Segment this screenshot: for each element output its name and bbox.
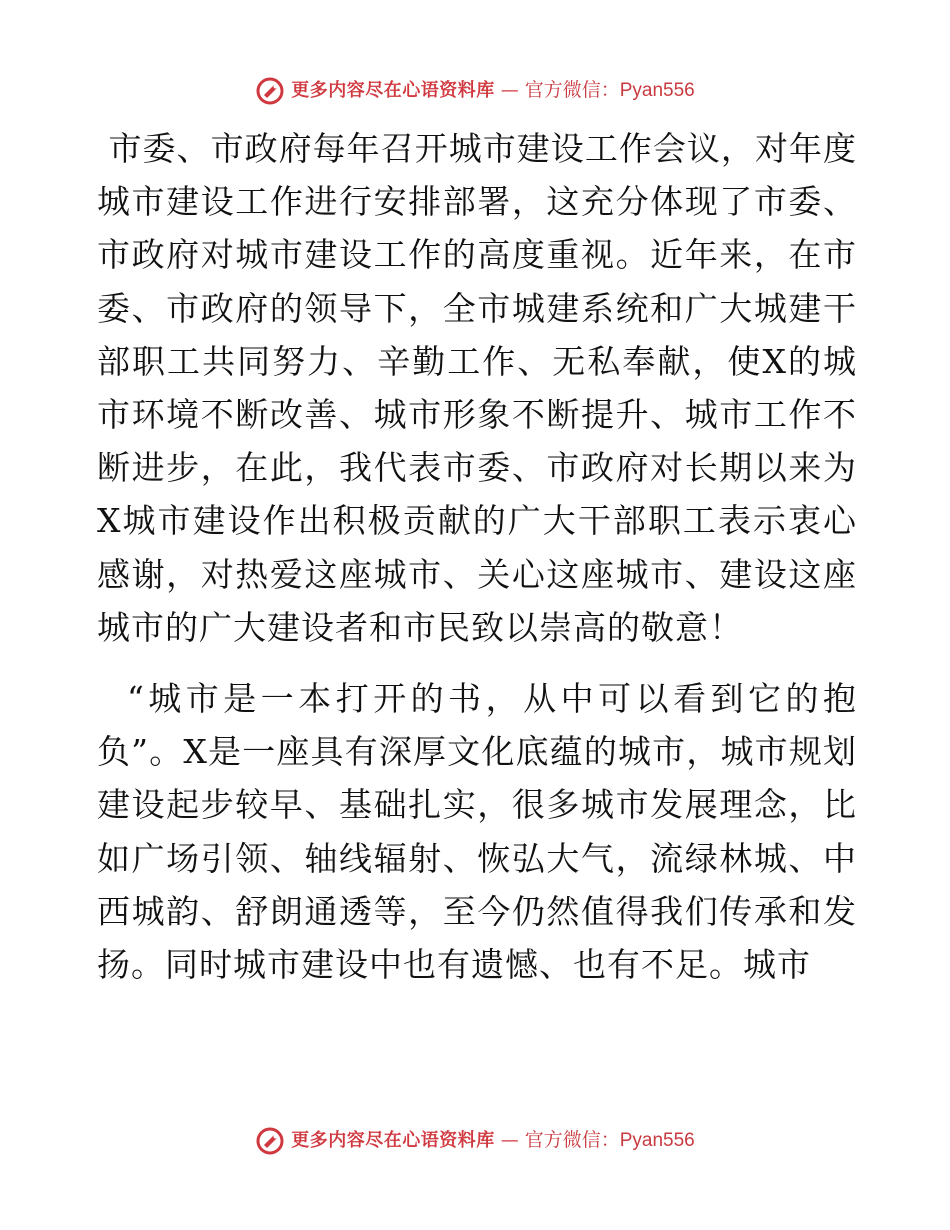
document-body xyxy=(97,122,857,991)
banner-account-text: 官方微信：Pyan556 xyxy=(524,1130,695,1151)
paragraph-2: “城市是一本打开的书，从中可以看到它的抱负”。X是一座具有深厚文化底蕴的城市，城市规划建设起步较早、基础扎实，很多城市发展理念，比如广场引领、轴线辐射、恢弘大气，流绿林城、中西城韵、舒朗通透等，至今仍然值得我们传承和发扬。同时城市建设中也有遗憾、也有不足。城市 xyxy=(97,679,857,985)
paragraph-1: 市委、市政府每年召开城市建设工作会议，对年度城市建设工作进行安排部署，这充分体现了市委、市政府对城市建设工作的高度重视。近年来，在市委、市政府的领导下，全市城建系统和广大城建干部职工共同努力、辛勤工作、无私奉献，使X的城市环境不断改善、城市形象不断提升、城市工作不断进步，在此，我代表市委、市政府对长期以来为X城市建设作出积极贡献的广大干部职工表示衷心感谢，对热爱这座城市、关心这座城市、建设这座城市的广大建设者和市民致以崇高的敬意！ xyxy=(97,129,857,647)
logo-icon xyxy=(255,76,285,106)
banner-account-text: 官方微信：Pyan556 xyxy=(524,80,695,101)
banner-main-text: 更多内容尽在心语资料库 xyxy=(291,1130,495,1151)
banner-dash: — xyxy=(500,80,519,101)
footer-banner xyxy=(0,1126,950,1156)
logo-icon xyxy=(255,1126,285,1156)
header-banner xyxy=(0,76,950,106)
banner-main-text: 更多内容尽在心语资料库 xyxy=(291,80,495,101)
banner-dash: — xyxy=(500,1130,519,1151)
